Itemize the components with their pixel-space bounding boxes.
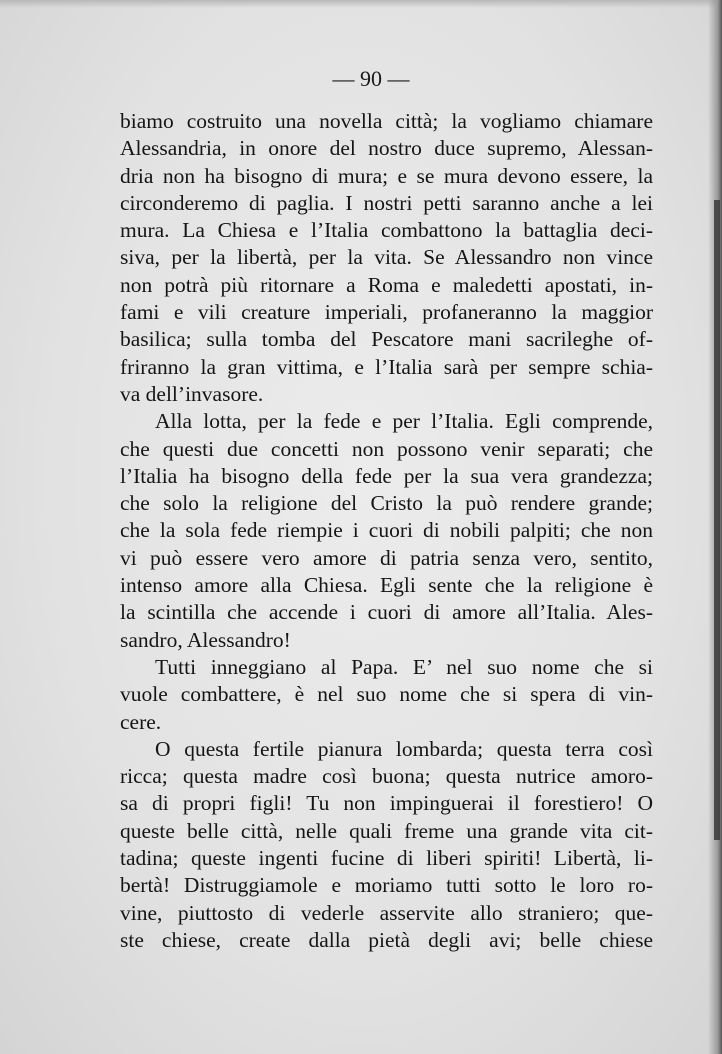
text-line: la scintilla che accende i cuori di amore all’Italia. Ales- [120,600,653,625]
text-line: mura. La Chiesa e l’Italia combattono la battaglia deci- [120,218,653,243]
text-line: vuole combattere, è nel suo nome che si spera di vin- [120,682,653,707]
text-line: queste belle città, nelle quali freme una grande vita cit- [120,818,653,843]
text-line: dria non ha bisogno di mura; e se mura devono essere, la [120,163,653,188]
text-line: circonderemo di paglia. I nostri petti saranno anche a lei [120,190,653,215]
text-line: vi può essere vero amore di patria senza vero, sentito, [120,545,653,570]
text-line: che la sola fede riempie i cuori di nobili palpiti; che non [120,518,653,543]
text-line: bertà! Distruggiamole e moriamo tutti sotto le loro ro- [120,873,653,898]
text-line: Alla lotta, per la fede e per l’Italia. Egli comprende, [155,409,653,434]
page-number: — 90 — [332,66,410,91]
text-line: sa di propri figli! Tu non impinguerai il forestiero! O [120,791,653,816]
text-line: friranno la gran vittima, e l’Italia sarà per sempre schia- [120,354,653,379]
text-line: biamo costruito una novella città; la vogliamo chiamare [120,109,653,133]
text-line: ricca; questa madre così buona; questa nutrice amoro- [120,764,653,789]
text-line: vine, piuttosto di vederle asservite allo straniero; que- [120,900,653,925]
text-line: Tutti inneggiano al Papa. E’ nel suo nome che si [155,654,653,679]
page-top-shadow [0,0,722,8]
text-line: l’Italia ha bisogno della fede per la sua vera grandezza; [120,463,653,488]
text-line: non potrà più ritornare a Roma e maledetti apostati, in- [120,272,653,297]
text-line: O questa fertile pianura lombarda; questa terra così [155,736,653,761]
text-line: fami e vili creature imperiali, profaneranno la maggior [120,300,653,325]
text-line: basilica; sulla tomba del Pescatore mani sacrileghe of- [120,327,653,352]
page-binding-shadow [714,200,720,840]
text-line: che questi due concetti non possono venir separati; che [120,436,653,461]
body-text [120,108,653,954]
text-line: che solo la religione del Cristo la può rendere grande; [120,491,653,516]
text-line: siva, per la libertà, per la vita. Se Alessandro non vince [120,245,653,270]
text-line: Alessandria, in onore del nostro duce supremo, Alessan- [120,136,653,161]
text-line: va dell’invasore. [120,381,264,406]
text-line: cere. [120,709,162,734]
text-line: ste chiese, create dalla pietà degli avi; belle chiese [120,927,653,952]
text-line: sandro, Alessandro! [120,627,291,652]
text-line: intenso amore alla Chiesa. Egli sente che la religione è [120,573,653,598]
text-line: tadina; queste ingenti fucine di liberi spiriti! Libertà, li- [120,846,653,871]
